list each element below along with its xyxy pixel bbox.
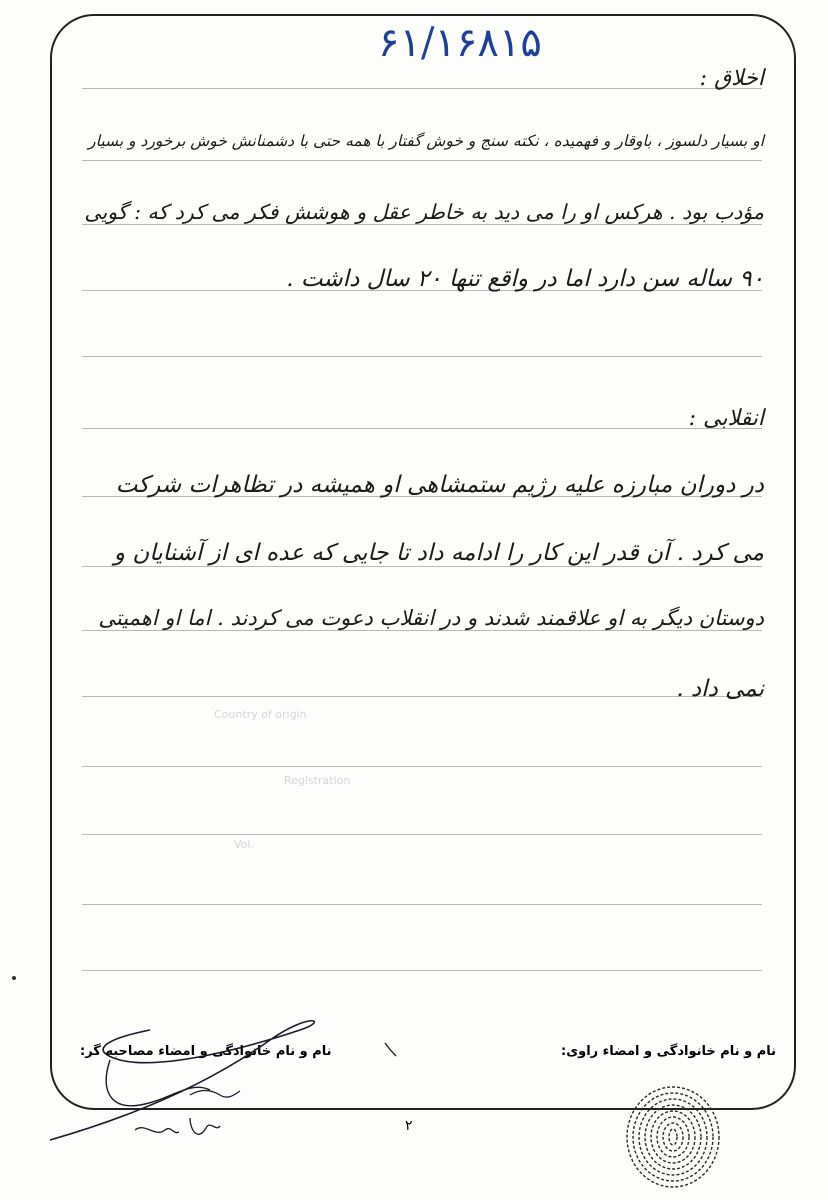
pen-tick-icon <box>382 1040 402 1060</box>
reference-number: ۶۱/۱۶۸۱۵ <box>378 20 542 66</box>
ruled-line <box>82 766 762 767</box>
interviewer-signature-label: نام و نام خانوادگی و امضاء مصاحبه گر: <box>80 1044 332 1059</box>
faded-print-text: Vol. <box>234 838 254 851</box>
handwritten-line: در دوران مبارزه علیه رژیم ستمشاهی او همیشه در تظاهرات شرکت <box>115 472 764 498</box>
section-heading-revolutionary: انقلابی : <box>688 406 764 431</box>
handwritten-line: او بسیار دلسوز ، باوقار و فهمیده ، نکته سنج و خوش گفتار با همه حتی با دشمنانش خوش برخورد و بسیار <box>88 132 764 150</box>
handwritten-line: نمی داد . <box>676 676 764 702</box>
ruled-line <box>82 224 762 225</box>
page-number: ۲ <box>405 1118 413 1134</box>
ruled-line <box>82 630 762 631</box>
faded-print-text: Registration <box>284 774 351 787</box>
faded-print-text: Country of origin <box>214 708 307 721</box>
ruled-line <box>82 428 762 429</box>
section-heading-ethics: اخلاق : <box>699 66 764 91</box>
ruled-line <box>82 696 762 697</box>
handwritten-line: مؤدب بود . هرکس او را می دید به خاطر عقل و هوشش فکر می کرد که : گویی <box>84 200 764 224</box>
ruled-line <box>82 970 762 971</box>
fingerprint-icon <box>618 1082 728 1192</box>
handwritten-line: ۹۰ ساله سن دارد اما در واقع تنها ۲۰ سال داشت . <box>286 266 764 292</box>
ruled-line <box>82 356 762 357</box>
narrator-signature-label: نام و نام خانوادگی و امضاء راوی: <box>561 1044 776 1059</box>
ruled-line <box>82 160 762 161</box>
ruled-line <box>82 566 762 567</box>
ruled-line <box>82 834 762 835</box>
scan-speck <box>12 976 16 980</box>
handwritten-line: می کرد . آن قدر این کار را ادامه داد تا جایی که عده ای از آشنایان و <box>113 540 764 566</box>
ruled-line <box>82 88 762 89</box>
handwritten-line: دوستان دیگر به او علاقمند شدند و در انقلاب دعوت می کردند . اما او اهمیتی <box>98 606 764 630</box>
signature-icon <box>40 1000 340 1170</box>
ruled-line <box>82 904 762 905</box>
